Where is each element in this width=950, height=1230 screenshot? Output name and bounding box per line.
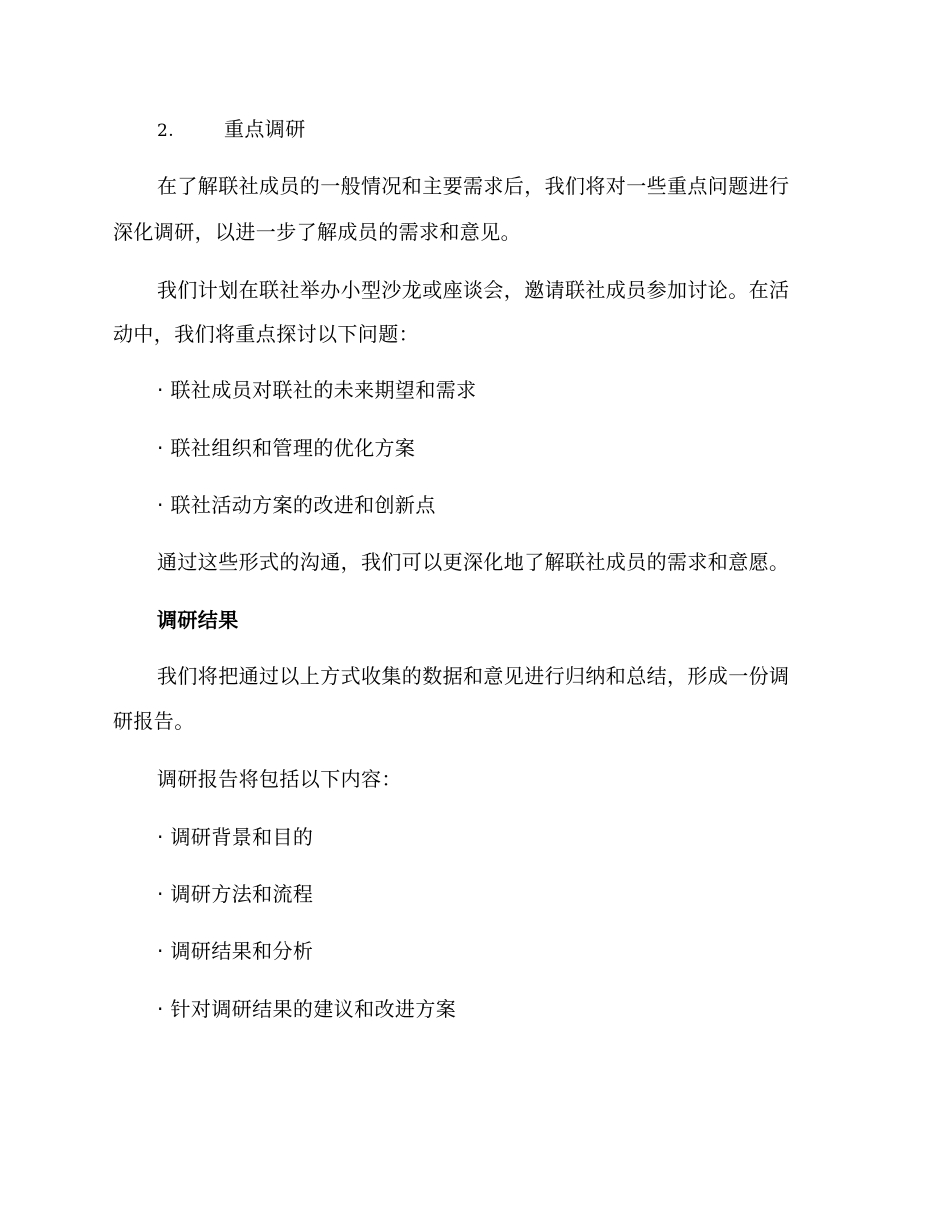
paragraph-line: 调研报告将包括以下内容：: [157, 767, 402, 791]
paragraph-line: 研报告。: [113, 709, 195, 733]
bullet-item: · 调研背景和目的: [157, 825, 314, 849]
paragraph-line: 在了解联社成员的一般情况和主要需求后，我们将对一些重点问题进行: [157, 174, 790, 198]
section-heading: 重点调研: [224, 117, 306, 141]
section-number: 2.: [157, 121, 175, 141]
bullet-item: · 联社成员对联社的未来期望和需求: [157, 378, 477, 402]
paragraph-line: 我们计划在联社举办小型沙龙或座谈会，邀请联社成员参加讨论。在活: [157, 278, 790, 302]
bullet-item: · 联社组织和管理的优化方案: [157, 436, 416, 460]
paragraph-line: 通过这些形式的沟通，我们可以更深化地了解联社成员的需求和意愿。: [157, 550, 790, 574]
paragraph-line: 动中，我们将重点探讨以下问题：: [113, 322, 419, 346]
bullet-item: · 联社活动方案的改进和创新点: [157, 493, 436, 517]
bullet-item: · 调研结果和分析: [157, 939, 314, 963]
results-heading: 调研结果: [157, 608, 239, 632]
paragraph-line: 深化调研，以进一步了解成员的需求和意见。: [113, 220, 521, 244]
paragraph-line: 我们将把通过以上方式收集的数据和意见进行归纳和总结，形成一份调: [157, 664, 790, 688]
bullet-item: · 针对调研结果的建议和改进方案: [157, 997, 457, 1021]
bullet-item: · 调研方法和流程: [157, 882, 314, 906]
